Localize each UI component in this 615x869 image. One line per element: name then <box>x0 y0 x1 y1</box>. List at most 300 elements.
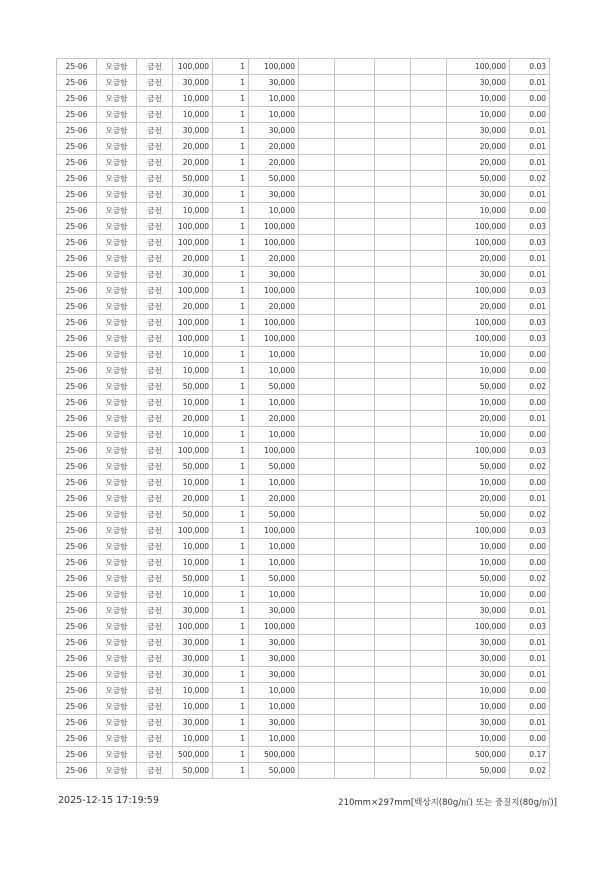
table-row <box>57 139 550 155</box>
cell-total: 100,000 <box>447 219 510 235</box>
cell-total: 100,000 <box>447 619 510 635</box>
cell-total: 20,000 <box>447 411 510 427</box>
paper-spec: 210mm×297mm[백상지(80g/㎡) 또는 중질지(80g/㎡)] <box>338 798 557 808</box>
cell-source: 모금함 <box>97 763 137 779</box>
cell-amount: 100,000 <box>249 315 299 331</box>
cell-amount: 100,000 <box>249 219 299 235</box>
cell-source: 모금함 <box>97 651 137 667</box>
cell-type: 금전 <box>137 683 173 699</box>
cell-empty <box>335 507 375 523</box>
cell-type: 금전 <box>137 507 173 523</box>
cell-amount: 50,000 <box>249 507 299 523</box>
cell-unit-amount: 100,000 <box>173 235 213 251</box>
cell-total: 30,000 <box>447 603 510 619</box>
cell-type: 금전 <box>137 187 173 203</box>
cell-empty <box>299 203 335 219</box>
cell-quantity: 1 <box>213 651 249 667</box>
cell-source: 모금함 <box>97 363 137 379</box>
ledger-body <box>57 59 550 779</box>
cell-amount: 50,000 <box>249 459 299 475</box>
cell-empty <box>411 427 447 443</box>
cell-empty <box>335 523 375 539</box>
cell-quantity: 1 <box>213 523 249 539</box>
cell-quantity: 1 <box>213 187 249 203</box>
cell-empty <box>299 187 335 203</box>
cell-ratio: 0.01 <box>510 75 550 91</box>
cell-total: 30,000 <box>447 75 510 91</box>
cell-type: 금전 <box>137 331 173 347</box>
cell-source: 모금함 <box>97 443 137 459</box>
cell-amount: 10,000 <box>249 91 299 107</box>
cell-quantity: 1 <box>213 731 249 747</box>
table-row <box>57 507 550 523</box>
cell-empty <box>375 475 411 491</box>
cell-ratio: 0.00 <box>510 203 550 219</box>
cell-empty <box>411 459 447 475</box>
table-row <box>57 491 550 507</box>
cell-source: 모금함 <box>97 411 137 427</box>
cell-empty <box>299 475 335 491</box>
cell-empty <box>299 155 335 171</box>
cell-type: 금전 <box>137 203 173 219</box>
cell-type: 금전 <box>137 699 173 715</box>
cell-total: 20,000 <box>447 299 510 315</box>
cell-quantity: 1 <box>213 315 249 331</box>
cell-month: 25-06 <box>57 603 97 619</box>
cell-empty <box>299 75 335 91</box>
cell-empty <box>335 363 375 379</box>
table-row <box>57 443 550 459</box>
table-row <box>57 299 550 315</box>
cell-ratio: 0.17 <box>510 747 550 763</box>
cell-empty <box>411 539 447 555</box>
cell-unit-amount: 30,000 <box>173 603 213 619</box>
cell-type: 금전 <box>137 379 173 395</box>
cell-empty <box>335 411 375 427</box>
cell-ratio: 0.00 <box>510 395 550 411</box>
cell-total: 10,000 <box>447 699 510 715</box>
cell-source: 모금함 <box>97 587 137 603</box>
cell-quantity: 1 <box>213 555 249 571</box>
cell-empty <box>335 251 375 267</box>
cell-quantity: 1 <box>213 283 249 299</box>
table-row <box>57 203 550 219</box>
cell-total: 100,000 <box>447 443 510 459</box>
cell-ratio: 0.02 <box>510 171 550 187</box>
cell-amount: 20,000 <box>249 411 299 427</box>
table-row <box>57 475 550 491</box>
cell-ratio: 0.02 <box>510 571 550 587</box>
cell-total: 20,000 <box>447 251 510 267</box>
cell-quantity: 1 <box>213 715 249 731</box>
cell-unit-amount: 10,000 <box>173 699 213 715</box>
cell-empty <box>375 427 411 443</box>
cell-amount: 30,000 <box>249 75 299 91</box>
cell-quantity: 1 <box>213 107 249 123</box>
cell-empty <box>299 699 335 715</box>
cell-ratio: 0.00 <box>510 91 550 107</box>
cell-empty <box>299 443 335 459</box>
cell-empty <box>375 683 411 699</box>
cell-total: 20,000 <box>447 491 510 507</box>
cell-empty <box>375 619 411 635</box>
cell-empty <box>335 699 375 715</box>
cell-month: 25-06 <box>57 363 97 379</box>
cell-month: 25-06 <box>57 235 97 251</box>
cell-month: 25-06 <box>57 539 97 555</box>
cell-empty <box>411 683 447 699</box>
cell-empty <box>299 459 335 475</box>
table-row <box>57 107 550 123</box>
cell-type: 금전 <box>137 731 173 747</box>
cell-ratio: 0.01 <box>510 267 550 283</box>
cell-empty <box>375 347 411 363</box>
cell-amount: 20,000 <box>249 491 299 507</box>
cell-amount: 30,000 <box>249 267 299 283</box>
cell-type: 금전 <box>137 763 173 779</box>
cell-empty <box>299 747 335 763</box>
cell-unit-amount: 20,000 <box>173 155 213 171</box>
cell-amount: 10,000 <box>249 699 299 715</box>
cell-ratio: 0.01 <box>510 299 550 315</box>
cell-month: 25-06 <box>57 459 97 475</box>
cell-source: 모금함 <box>97 219 137 235</box>
table-row <box>57 123 550 139</box>
cell-type: 금전 <box>137 747 173 763</box>
cell-unit-amount: 50,000 <box>173 459 213 475</box>
cell-empty <box>335 427 375 443</box>
cell-empty <box>375 379 411 395</box>
cell-unit-amount: 10,000 <box>173 587 213 603</box>
cell-ratio: 0.03 <box>510 219 550 235</box>
cell-ratio: 0.00 <box>510 427 550 443</box>
cell-empty <box>299 555 335 571</box>
table-row <box>57 587 550 603</box>
cell-ratio: 0.01 <box>510 411 550 427</box>
cell-quantity: 1 <box>213 155 249 171</box>
cell-total: 10,000 <box>447 107 510 123</box>
cell-empty <box>299 91 335 107</box>
cell-empty <box>411 571 447 587</box>
cell-empty <box>299 539 335 555</box>
cell-empty <box>411 267 447 283</box>
cell-type: 금전 <box>137 635 173 651</box>
cell-quantity: 1 <box>213 763 249 779</box>
cell-unit-amount: 100,000 <box>173 523 213 539</box>
table-row <box>57 411 550 427</box>
cell-total: 100,000 <box>447 59 510 75</box>
cell-empty <box>299 587 335 603</box>
cell-month: 25-06 <box>57 315 97 331</box>
table-row <box>57 91 550 107</box>
cell-unit-amount: 20,000 <box>173 411 213 427</box>
cell-empty <box>335 267 375 283</box>
table-row <box>57 603 550 619</box>
cell-ratio: 0.03 <box>510 523 550 539</box>
cell-quantity: 1 <box>213 507 249 523</box>
cell-quantity: 1 <box>213 299 249 315</box>
cell-unit-amount: 10,000 <box>173 91 213 107</box>
cell-source: 모금함 <box>97 155 137 171</box>
cell-empty <box>411 203 447 219</box>
cell-amount: 30,000 <box>249 603 299 619</box>
cell-month: 25-06 <box>57 139 97 155</box>
cell-empty <box>375 235 411 251</box>
cell-empty <box>411 299 447 315</box>
table-row <box>57 283 550 299</box>
cell-month: 25-06 <box>57 411 97 427</box>
cell-type: 금전 <box>137 267 173 283</box>
table-row <box>57 379 550 395</box>
cell-ratio: 0.00 <box>510 347 550 363</box>
cell-empty <box>335 283 375 299</box>
cell-month: 25-06 <box>57 203 97 219</box>
cell-empty <box>335 539 375 555</box>
cell-ratio: 0.00 <box>510 363 550 379</box>
cell-ratio: 0.03 <box>510 315 550 331</box>
cell-empty <box>335 635 375 651</box>
cell-empty <box>375 555 411 571</box>
cell-empty <box>375 507 411 523</box>
cell-empty <box>375 331 411 347</box>
cell-empty <box>411 443 447 459</box>
table-row <box>57 219 550 235</box>
cell-empty <box>335 619 375 635</box>
cell-quantity: 1 <box>213 539 249 555</box>
cell-total: 30,000 <box>447 667 510 683</box>
cell-source: 모금함 <box>97 491 137 507</box>
cell-empty <box>375 299 411 315</box>
cell-empty <box>411 59 447 75</box>
cell-type: 금전 <box>137 523 173 539</box>
table-row <box>57 683 550 699</box>
cell-empty <box>335 155 375 171</box>
cell-source: 모금함 <box>97 203 137 219</box>
cell-empty <box>335 587 375 603</box>
cell-amount: 30,000 <box>249 187 299 203</box>
cell-quantity: 1 <box>213 411 249 427</box>
cell-total: 100,000 <box>447 315 510 331</box>
cell-unit-amount: 30,000 <box>173 267 213 283</box>
table-row <box>57 635 550 651</box>
cell-ratio: 0.01 <box>510 603 550 619</box>
cell-month: 25-06 <box>57 715 97 731</box>
cell-ratio: 0.01 <box>510 651 550 667</box>
cell-month: 25-06 <box>57 747 97 763</box>
cell-total: 10,000 <box>447 683 510 699</box>
table-row <box>57 171 550 187</box>
cell-unit-amount: 10,000 <box>173 539 213 555</box>
cell-empty <box>335 395 375 411</box>
cell-month: 25-06 <box>57 251 97 267</box>
cell-empty <box>411 411 447 427</box>
cell-empty <box>299 139 335 155</box>
cell-empty <box>375 747 411 763</box>
cell-month: 25-06 <box>57 587 97 603</box>
cell-empty <box>375 603 411 619</box>
cell-empty <box>335 235 375 251</box>
cell-empty <box>375 763 411 779</box>
cell-quantity: 1 <box>213 699 249 715</box>
cell-month: 25-06 <box>57 619 97 635</box>
cell-empty <box>411 347 447 363</box>
cell-source: 모금함 <box>97 731 137 747</box>
cell-empty <box>335 331 375 347</box>
cell-month: 25-06 <box>57 347 97 363</box>
cell-type: 금전 <box>137 235 173 251</box>
cell-empty <box>299 123 335 139</box>
cell-total: 30,000 <box>447 267 510 283</box>
cell-ratio: 0.03 <box>510 283 550 299</box>
cell-empty <box>335 555 375 571</box>
cell-empty <box>375 187 411 203</box>
cell-month: 25-06 <box>57 379 97 395</box>
cell-empty <box>299 363 335 379</box>
cell-quantity: 1 <box>213 395 249 411</box>
cell-total: 30,000 <box>447 715 510 731</box>
cell-empty <box>335 219 375 235</box>
cell-month: 25-06 <box>57 75 97 91</box>
table-row <box>57 331 550 347</box>
cell-empty <box>299 171 335 187</box>
cell-empty <box>411 235 447 251</box>
cell-ratio: 0.00 <box>510 699 550 715</box>
cell-unit-amount: 50,000 <box>173 507 213 523</box>
cell-empty <box>375 491 411 507</box>
table-row <box>57 539 550 555</box>
cell-quantity: 1 <box>213 427 249 443</box>
cell-total: 10,000 <box>447 427 510 443</box>
cell-empty <box>411 635 447 651</box>
cell-empty <box>411 651 447 667</box>
cell-source: 모금함 <box>97 235 137 251</box>
cell-empty <box>299 59 335 75</box>
table-row <box>57 75 550 91</box>
cell-quantity: 1 <box>213 331 249 347</box>
cell-empty <box>375 635 411 651</box>
cell-amount: 50,000 <box>249 763 299 779</box>
cell-empty <box>335 75 375 91</box>
cell-empty <box>335 667 375 683</box>
cell-source: 모금함 <box>97 59 137 75</box>
cell-amount: 20,000 <box>249 251 299 267</box>
cell-amount: 10,000 <box>249 683 299 699</box>
print-timestamp: 2025-12-15 17:19:59 <box>58 795 159 806</box>
cell-amount: 10,000 <box>249 347 299 363</box>
cell-empty <box>299 299 335 315</box>
cell-quantity: 1 <box>213 683 249 699</box>
cell-total: 10,000 <box>447 555 510 571</box>
cell-empty <box>375 539 411 555</box>
cell-empty <box>375 139 411 155</box>
cell-unit-amount: 100,000 <box>173 315 213 331</box>
cell-ratio: 0.00 <box>510 539 550 555</box>
cell-type: 금전 <box>137 459 173 475</box>
cell-ratio: 0.00 <box>510 587 550 603</box>
cell-month: 25-06 <box>57 731 97 747</box>
cell-empty <box>299 379 335 395</box>
cell-empty <box>411 491 447 507</box>
cell-month: 25-06 <box>57 475 97 491</box>
cell-amount: 20,000 <box>249 299 299 315</box>
table-row <box>57 523 550 539</box>
cell-unit-amount: 100,000 <box>173 283 213 299</box>
cell-empty <box>335 299 375 315</box>
cell-ratio: 0.01 <box>510 667 550 683</box>
cell-empty <box>375 667 411 683</box>
cell-empty <box>299 267 335 283</box>
cell-unit-amount: 10,000 <box>173 363 213 379</box>
cell-empty <box>375 651 411 667</box>
cell-empty <box>299 731 335 747</box>
cell-unit-amount: 30,000 <box>173 187 213 203</box>
cell-quantity: 1 <box>213 459 249 475</box>
cell-quantity: 1 <box>213 635 249 651</box>
cell-unit-amount: 10,000 <box>173 555 213 571</box>
cell-source: 모금함 <box>97 427 137 443</box>
cell-empty <box>335 59 375 75</box>
cell-amount: 50,000 <box>249 571 299 587</box>
cell-quantity: 1 <box>213 75 249 91</box>
cell-empty <box>375 699 411 715</box>
cell-amount: 10,000 <box>249 395 299 411</box>
table-row <box>57 667 550 683</box>
cell-total: 30,000 <box>447 635 510 651</box>
table-row <box>57 427 550 443</box>
cell-empty <box>335 459 375 475</box>
cell-empty <box>335 443 375 459</box>
cell-month: 25-06 <box>57 555 97 571</box>
cell-empty <box>299 683 335 699</box>
cell-quantity: 1 <box>213 219 249 235</box>
cell-ratio: 0.00 <box>510 731 550 747</box>
cell-type: 금전 <box>137 491 173 507</box>
cell-amount: 100,000 <box>249 443 299 459</box>
cell-empty <box>335 683 375 699</box>
cell-empty <box>335 491 375 507</box>
cell-month: 25-06 <box>57 187 97 203</box>
cell-empty <box>375 315 411 331</box>
cell-amount: 10,000 <box>249 203 299 219</box>
cell-total: 50,000 <box>447 379 510 395</box>
cell-quantity: 1 <box>213 667 249 683</box>
cell-quantity: 1 <box>213 491 249 507</box>
cell-empty <box>335 731 375 747</box>
table-row <box>57 251 550 267</box>
cell-month: 25-06 <box>57 123 97 139</box>
cell-empty <box>411 523 447 539</box>
cell-month: 25-06 <box>57 267 97 283</box>
cell-empty <box>375 107 411 123</box>
cell-total: 20,000 <box>447 155 510 171</box>
cell-ratio: 0.03 <box>510 59 550 75</box>
cell-source: 모금함 <box>97 283 137 299</box>
cell-source: 모금함 <box>97 539 137 555</box>
cell-empty <box>411 667 447 683</box>
cell-type: 금전 <box>137 91 173 107</box>
table-row <box>57 699 550 715</box>
cell-source: 모금함 <box>97 75 137 91</box>
cell-total: 100,000 <box>447 331 510 347</box>
cell-source: 모금함 <box>97 747 137 763</box>
cell-empty <box>375 571 411 587</box>
cell-type: 금전 <box>137 251 173 267</box>
cell-empty <box>375 251 411 267</box>
cell-empty <box>411 507 447 523</box>
cell-type: 금전 <box>137 59 173 75</box>
cell-ratio: 0.02 <box>510 459 550 475</box>
cell-quantity: 1 <box>213 363 249 379</box>
